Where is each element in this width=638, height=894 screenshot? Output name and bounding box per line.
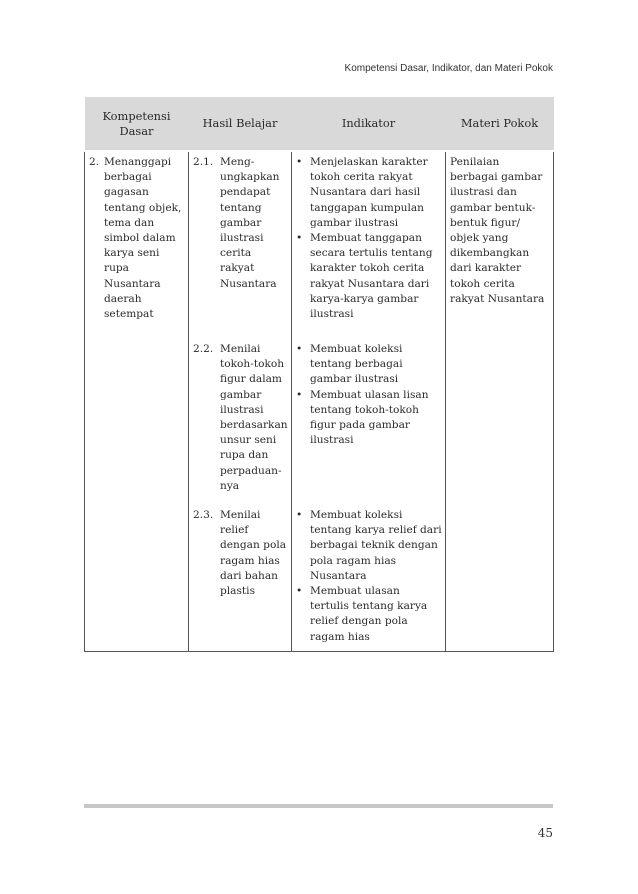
list-item [296, 584, 442, 645]
kd-text: Menanggapi berbagai gagasan tentang objek, tema dan simbol dalam karya seni rupa Nusantara daerah setempat [104, 156, 182, 321]
table-row [85, 151, 554, 651]
competency-table [84, 97, 554, 652]
list-item [296, 342, 442, 388]
hasil-item [193, 342, 288, 508]
header-indikator: Indikator [292, 97, 446, 151]
bullet-icon: • [296, 343, 303, 355]
bullet-icon: • [296, 388, 303, 401]
indikator-text: Menjelaskan karakter tokoh cerita rakyat Nusantara dari hasil tanggapan kumpulan gambar ilustrasi [310, 156, 428, 229]
bullet-icon: • [296, 585, 303, 598]
indikator-text: Membuat koleksi tentang berbagai gambar ilustrasi [310, 343, 403, 386]
hasil-text: Menilai tokoh-tokoh figur dalam gambar ilustrasi berdasarkan unsur seni rupa dan perpaduan-nya [220, 343, 288, 492]
cell-indikator [292, 151, 446, 651]
header-kompetensi-dasar: Kompetensi Dasar [85, 97, 189, 151]
table-header-row [85, 97, 554, 151]
bullet-icon: • [296, 509, 303, 521]
indikator-text: Membuat ulasan tertulis tentang karya relief dengan pola ragam hias [310, 585, 428, 643]
hasil-text: Meng-ungkapkan pendapat tentang gambar ilustrasi cerita rakyat Nusantara [220, 156, 280, 290]
hasil-item [193, 508, 288, 599]
indikator-text: Membuat koleksi tentang karya relief dari berbagai teknik dengan pola ragam hias Nusantara [310, 509, 442, 582]
hasil-number: 2.2. [193, 343, 214, 355]
page-number: 45 [537, 826, 553, 840]
hasil-number: 2.3. [193, 509, 214, 521]
list-item [296, 231, 442, 322]
bullet-icon: • [296, 156, 303, 168]
bullet-icon: • [296, 232, 303, 245]
list-item [296, 508, 442, 584]
cell-materi-pokok [446, 151, 554, 651]
indikator-text: Membuat ulasan lisan tentang tokoh-tokoh figur pada gambar ilustrasi [310, 388, 429, 447]
materi-pokok-text: Penilaian berbagai gambar ilustrasi dan gambar bentuk-bentuk figur/ objek yang dikembangkan dari karakter tokoh cerita rakyat Nusantara [450, 156, 545, 305]
hasil-item [193, 155, 288, 342]
indikator-group [296, 342, 442, 508]
indikator-group [296, 155, 442, 342]
kd-number: 2. [89, 156, 100, 168]
footer-rule [84, 804, 553, 808]
hasil-number: 2.1. [193, 156, 214, 168]
hasil-text: Menilai relief dengan pola ragam hias dari bahan plastis [220, 509, 287, 598]
indikator-text: Membuat tanggapan secara tertulis tentang karakter tokoh cerita rakyat Nusantara dari karya-karya gambar ilustrasi [310, 232, 433, 321]
list-item [296, 155, 442, 231]
cell-hasil-belajar [189, 151, 292, 651]
indikator-group [296, 508, 442, 645]
running-header: Kompetensi Dasar, Indikator, dan Materi Pokok [344, 63, 553, 74]
cell-kompetensi-dasar [85, 151, 189, 651]
header-hasil-belajar: Hasil Belajar [189, 97, 292, 151]
list-item [296, 388, 442, 449]
header-materi-pokok: Materi Pokok [446, 97, 554, 151]
